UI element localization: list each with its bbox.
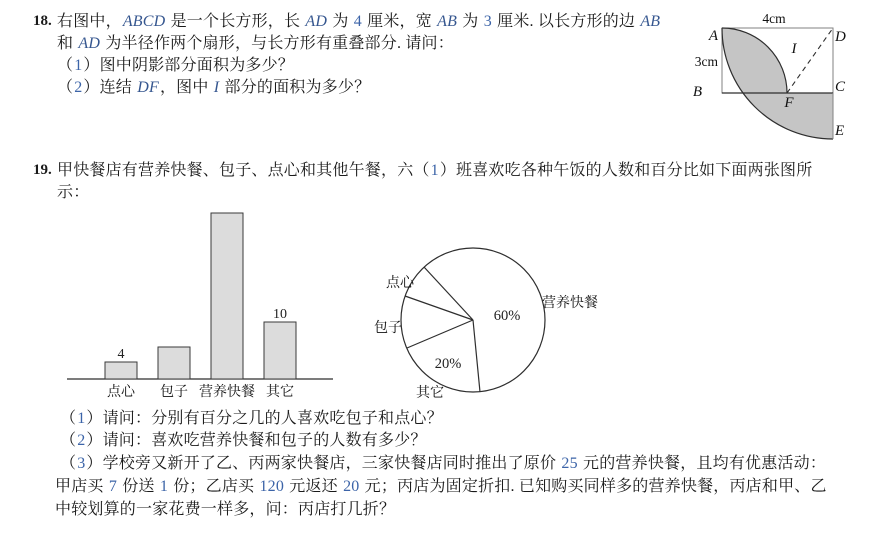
vertex-label-e: E: [835, 123, 845, 139]
problem-19-question-2: （2）请问：喜欢吃营养快餐和包子的人数有多少？: [60, 432, 427, 449]
vertex-label-c: C: [835, 79, 846, 95]
vertex-label-d: D: [835, 29, 846, 45]
region-label-i: I: [791, 41, 797, 57]
problem-19-line-2: 示：: [57, 184, 90, 201]
bar-value-label-3: 10: [273, 307, 287, 322]
pie-label-qita: 其它: [416, 386, 444, 401]
point-label-f: F: [784, 95, 794, 111]
problem-19-question-3-cont-1: 甲店买 7 份送 1 份；乙店买 120 元返还 20 元；丙店为固定折扣. 已知购买同样多的营养快餐，丙店和甲、乙: [55, 478, 827, 495]
bar-category-label-2: 营养快餐: [199, 385, 255, 400]
problem-18-line-2: 和 AD 为半径作两个扇形，与长方形有重叠部分. 请问：: [57, 35, 454, 52]
pie-label-dianxin: 点心: [386, 276, 414, 291]
problem-19-number: 19.: [33, 162, 52, 178]
problem-18-question-1: （1）图中阴影部分面积为多少？: [57, 57, 295, 74]
pie-label-yingyangkuaican: 营养快餐: [542, 296, 598, 311]
problem-18-line-1: 右图中，ABCD 是一个长方形，长 AD 为 4 厘米，宽 AB 为 3 厘米. 以长方形的边 AB: [57, 13, 661, 30]
bar-category-label-3: 其它: [266, 385, 294, 400]
problem-19-question-3-cont-2: 中较划算的一家花费一样多，问：丙店打几折？: [55, 501, 396, 518]
pie-label-baozi: 包子: [374, 321, 402, 336]
bar-category-label-1: 包子: [160, 385, 188, 400]
problem-19-question-3: （3）学校旁又新开了乙、丙两家快餐店，三家快餐店同时推出了原价 25 元的营养快餐，且均有优惠活动：: [60, 455, 827, 472]
problem-19-line-1: 甲快餐店有营养快餐、包子、点心和其他午餐，六（1）班喜欢吃各种午饭的人数和百分比如下面两张图所: [57, 162, 813, 179]
dimension-label-3cm: 3cm: [694, 54, 718, 69]
pie-pct-60: 60%: [493, 308, 521, 324]
vertex-label-a: A: [708, 28, 718, 44]
dimension-label-4cm: 4cm: [762, 11, 786, 26]
pie-pct-20: 20%: [434, 356, 462, 372]
bar-category-label-0: 点心: [107, 385, 135, 400]
vertex-label-b: B: [692, 84, 702, 100]
bar-value-label-0: 4: [117, 347, 125, 362]
problem-18-number: 18.: [33, 13, 52, 29]
problem-19-question-1: （1）请问：分别有百分之几的人喜欢吃包子和点心？: [60, 410, 443, 427]
problem-18-question-2: （2）连结 DF，图中 I 部分的面积为多少？: [57, 79, 371, 96]
